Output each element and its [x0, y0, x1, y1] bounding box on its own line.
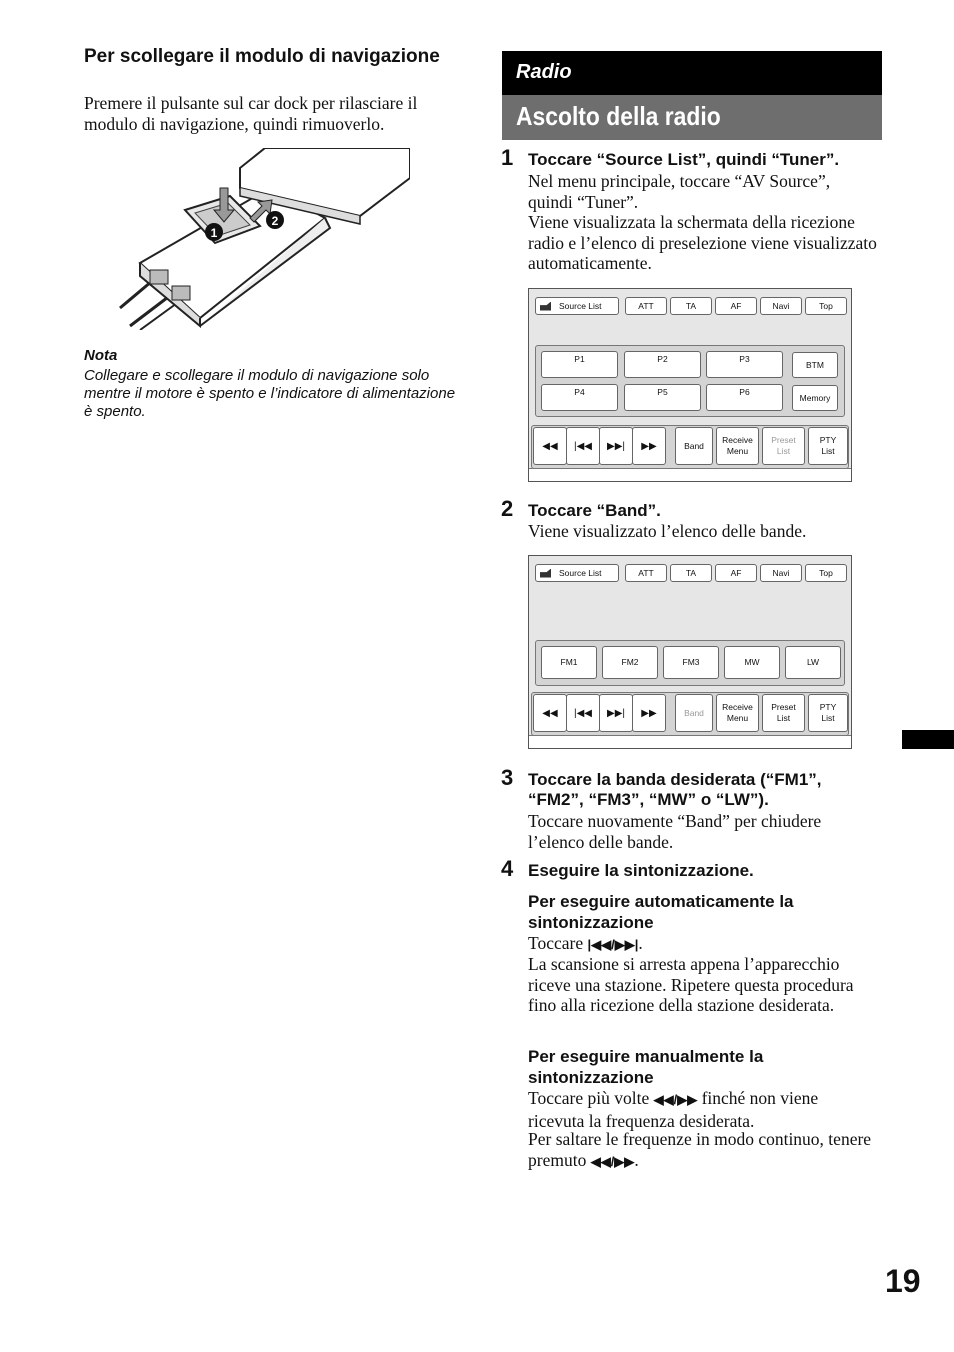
- seek-icons: ◀◀/▶▶: [653, 1092, 698, 1107]
- att-button[interactable]: ATT: [625, 297, 667, 315]
- source-icon: [540, 302, 551, 311]
- source-icon: [540, 569, 551, 578]
- preset-button-p4[interactable]: P4: [541, 384, 618, 411]
- forward-icon: ▶▶: [641, 707, 657, 719]
- ta-button[interactable]: TA: [670, 297, 712, 315]
- manual-line2-suffix: .: [634, 1149, 639, 1170]
- preset-button-p1[interactable]: P1: [541, 351, 618, 378]
- step-text: Toccare nuovamente “Band” per chiudere l’elenco delle bande.: [528, 811, 822, 852]
- band-button-fm3[interactable]: FM3: [663, 646, 719, 679]
- next-icon: ▶▶|: [607, 707, 625, 719]
- manual-line-suffix: finché non viene ricevuta la frequenza desiderata.: [528, 1088, 819, 1131]
- list-label: List: [821, 713, 835, 723]
- step-heading: Toccare la banda desiderata (“FM1”, “FM2”, “FM3”, “MW” o “LW”).: [528, 770, 822, 809]
- auto-line-suffix: .: [638, 933, 643, 953]
- tuner-screen-band: [528, 555, 852, 749]
- preset-button-p3[interactable]: P3: [706, 351, 783, 378]
- navi-button[interactable]: Navi: [760, 564, 802, 582]
- list-label: List: [776, 713, 791, 723]
- preset-list-button[interactable]: [762, 427, 805, 465]
- page-title: Ascolto della radio: [516, 101, 721, 131]
- band-button-fm2[interactable]: FM2: [602, 646, 658, 679]
- rewind-icon: ◀◀: [542, 707, 558, 719]
- preset-button-p2[interactable]: P2: [624, 351, 701, 378]
- source-list-button[interactable]: [535, 297, 619, 315]
- band-button[interactable]: Band: [675, 427, 713, 465]
- preset-list-button[interactable]: [762, 694, 805, 732]
- previous-icon: |◀◀: [574, 440, 592, 452]
- band-button[interactable]: Band: [675, 694, 713, 732]
- callout-1: 1: [210, 226, 218, 240]
- step-text: Nel menu principale, toccare “AV Source”, quindi “Tuner”.: [528, 171, 831, 212]
- rewind-button[interactable]: [533, 427, 567, 465]
- menu-label: Menu: [726, 713, 749, 723]
- att-button[interactable]: ATT: [625, 564, 667, 582]
- preset-button-p5[interactable]: P5: [624, 384, 701, 411]
- prev-button[interactable]: [566, 694, 600, 732]
- note-text: Collegare e scollegare il modulo di navigazione solo mentre il motore è spento e l’indicatore di alimentazione è spento.: [84, 367, 456, 420]
- status-strip: [529, 735, 851, 748]
- auto-tuning-heading: Per eseguire automaticamente la sintonizzazione: [528, 892, 794, 932]
- step-number: 4: [501, 856, 514, 881]
- auto-tuning-line: [528, 933, 878, 956]
- note-title: Nota: [84, 347, 118, 364]
- receive-menu-button[interactable]: [716, 694, 759, 732]
- pty-label: PTY: [819, 435, 837, 445]
- manual-line-prefix: Toccare più volte: [528, 1088, 654, 1108]
- step-number: 1: [501, 145, 514, 170]
- band-button-lw[interactable]: LW: [785, 646, 841, 679]
- car-dock-illustration: [110, 148, 410, 330]
- manual-tuning-heading: Per eseguire manualmente la sintonizzazione: [528, 1047, 764, 1087]
- section-heading-disconnect: Per scollegare il modulo di navigazione: [84, 46, 440, 67]
- rewind-button[interactable]: [533, 694, 567, 732]
- step-heading: Toccare “Band”.: [528, 501, 661, 520]
- source-list-label: Source List: [559, 300, 602, 311]
- section-label: Radio: [516, 61, 572, 83]
- preset-label: Preset: [771, 435, 796, 445]
- step-heading: Eseguire la sintonizzazione.: [528, 861, 754, 880]
- step-number: 2: [501, 496, 514, 521]
- disconnect-paragraph: Premere il pulsante sul car dock per rilasciare il modulo di navigazione, quindi rimuoverlo.: [84, 93, 418, 134]
- top-button[interactable]: Top: [805, 564, 847, 582]
- pty-label: PTY: [819, 702, 837, 712]
- receive-label: Receive: [722, 702, 753, 712]
- af-button[interactable]: AF: [715, 564, 757, 582]
- memory-button[interactable]: Memory: [792, 385, 838, 411]
- source-list-button[interactable]: [535, 564, 619, 582]
- list-label: List: [776, 446, 791, 456]
- manual-line2-prefix: Per saltare le frequenze in modo continuo, tenere premuto: [528, 1129, 872, 1170]
- auto-tuning-text: La scansione si arresta appena l’apparecchio riceve una stazione. Ripetere questa procedura fino alla ricezione della stazione desiderata.: [528, 954, 854, 1015]
- seek-icons: ◀◀/▶▶: [590, 1153, 635, 1169]
- auto-line-prefix: Toccare: [528, 933, 588, 953]
- af-button[interactable]: AF: [715, 297, 757, 315]
- receive-menu-button[interactable]: [716, 427, 759, 465]
- navi-button[interactable]: Navi: [760, 297, 802, 315]
- band-button-fm1[interactable]: FM1: [541, 646, 597, 679]
- pty-list-button[interactable]: [808, 694, 848, 732]
- menu-label: Menu: [726, 446, 749, 456]
- step-text: Viene visualizzata la schermata della ricezione radio e l’elenco di preselezione viene visualizzato automaticamente.: [528, 212, 877, 273]
- forward-button[interactable]: [632, 427, 666, 465]
- next-icon: ▶▶|: [607, 440, 625, 452]
- receive-label: Receive: [722, 435, 753, 445]
- section-bar: [502, 51, 882, 95]
- section-tab-marker: [902, 730, 954, 749]
- top-button[interactable]: Top: [805, 297, 847, 315]
- next-button[interactable]: [599, 694, 633, 732]
- pty-list-button[interactable]: [808, 427, 848, 465]
- source-list-label: Source List: [559, 567, 602, 578]
- skip-icons: |◀◀/▶▶|: [587, 937, 639, 952]
- forward-button[interactable]: [632, 694, 666, 732]
- rewind-icon: ◀◀: [542, 440, 558, 452]
- forward-icon: ▶▶: [641, 440, 657, 452]
- preset-button-p6[interactable]: P6: [706, 384, 783, 411]
- btm-button[interactable]: BTM: [792, 352, 838, 378]
- next-button[interactable]: [599, 427, 633, 465]
- list-label: List: [821, 446, 835, 456]
- page-number: 19: [885, 1263, 921, 1299]
- preset-label: Preset: [771, 702, 796, 712]
- previous-icon: |◀◀: [574, 707, 592, 719]
- manual-tuning-line2: [528, 1129, 878, 1172]
- status-strip: [529, 468, 851, 481]
- ta-button[interactable]: TA: [670, 564, 712, 582]
- step-heading: Toccare “Source List”, quindi “Tuner”.: [528, 150, 840, 169]
- tuner-screen-preset: [528, 288, 852, 482]
- title-bar: [502, 95, 882, 140]
- callout-2: 2: [271, 214, 279, 228]
- prev-button[interactable]: [566, 427, 600, 465]
- step-text: Viene visualizzato l’elenco delle bande.: [528, 521, 807, 541]
- manual-tuning-line: [528, 1088, 878, 1131]
- band-button-mw[interactable]: MW: [724, 646, 780, 679]
- step-number: 3: [501, 765, 514, 790]
